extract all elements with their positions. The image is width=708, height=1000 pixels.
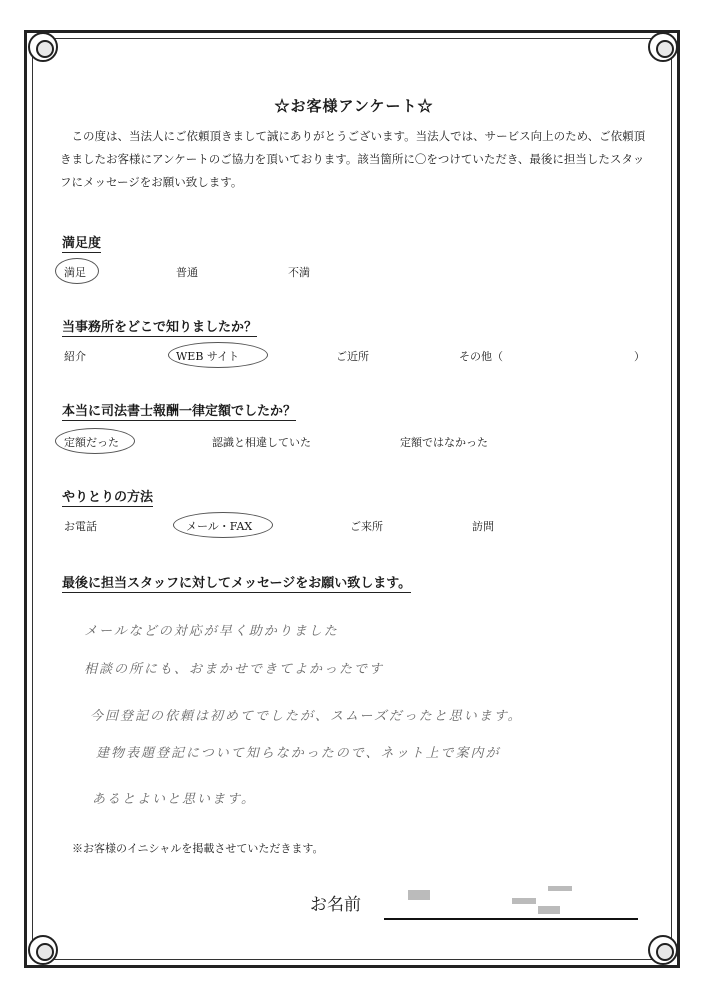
option-neighborhood[interactable]: ご近所 <box>336 350 369 363</box>
intro-paragraph: この度は、当法人にご依頼頂きまして誠にありがとうございます。当法人では、サービス向上のため、ご依頼頂きましたお客様にアンケートのご協力を頂いております。該当箇所に〇をつけていただき、最後に担当したスタッフにメッセージをお願い致します。 <box>60 129 646 189</box>
name-label: お名前 <box>310 895 361 915</box>
option-website[interactable]: WEB サイト <box>176 350 240 363</box>
option-other[interactable]: その他（ <box>459 350 503 363</box>
option-phone[interactable]: お電話 <box>64 520 97 533</box>
option-dissatisfied[interactable]: 不満 <box>288 266 310 279</box>
selection-circle <box>168 342 268 368</box>
option-different[interactable]: 認識と相違していた <box>212 436 311 449</box>
initials-note: ※お客様のイニシャルを掲載させていただきます。 <box>72 842 324 855</box>
section-title-contact: やりとりの方法 <box>62 486 153 507</box>
corner-ornament-icon <box>28 32 58 62</box>
handwritten-line: 相談の所にも、おまかせできてよかったです <box>84 662 385 677</box>
selection-circle <box>55 428 135 454</box>
section-title-message: 最後に担当スタッフに対してメッセージをお願い致します。 <box>62 572 411 593</box>
name-signature-line[interactable] <box>384 918 638 920</box>
handwritten-line: 建物表題登記について知らなかったので、ネット上で案内が <box>96 746 501 761</box>
corner-ornament-icon <box>648 32 678 62</box>
option-home-visit[interactable]: 訪問 <box>472 520 494 533</box>
option-normal[interactable]: 普通 <box>176 266 198 279</box>
section-title-referral: 当事務所をどこで知りましたか？ <box>62 316 257 337</box>
handwritten-line: 今回登記の依頼は初めてでしたが、スムーズだったと思います。 <box>90 709 523 724</box>
section-title-satisfaction: 満足度 <box>62 232 101 253</box>
option-email-fax[interactable]: メール・FAX <box>186 520 253 533</box>
survey-title: ☆お客様アンケート☆ <box>274 97 434 115</box>
option-referral[interactable]: 紹介 <box>64 350 86 363</box>
option-satisfied[interactable]: 満足 <box>64 266 86 279</box>
option-visit-office[interactable]: ご来所 <box>350 520 383 533</box>
redacted-initial <box>538 906 560 914</box>
selection-circle <box>173 512 273 538</box>
section-title-fee: 本当に司法書士報酬一律定額でしたか？ <box>62 400 296 421</box>
redacted-initial <box>548 886 572 891</box>
corner-ornament-icon <box>28 935 58 965</box>
option-other-close: ） <box>634 350 645 363</box>
selection-circle <box>55 258 99 284</box>
handwritten-line: あるとよいと思います。 <box>92 792 256 807</box>
handwritten-line: メールなどの対応が早く助かりました <box>84 624 339 639</box>
option-fixed-fee[interactable]: 定額だった <box>64 436 119 449</box>
option-not-fixed[interactable]: 定額ではなかった <box>400 436 488 449</box>
redacted-initial <box>408 890 430 900</box>
corner-ornament-icon <box>648 935 678 965</box>
redacted-initial <box>512 898 536 904</box>
